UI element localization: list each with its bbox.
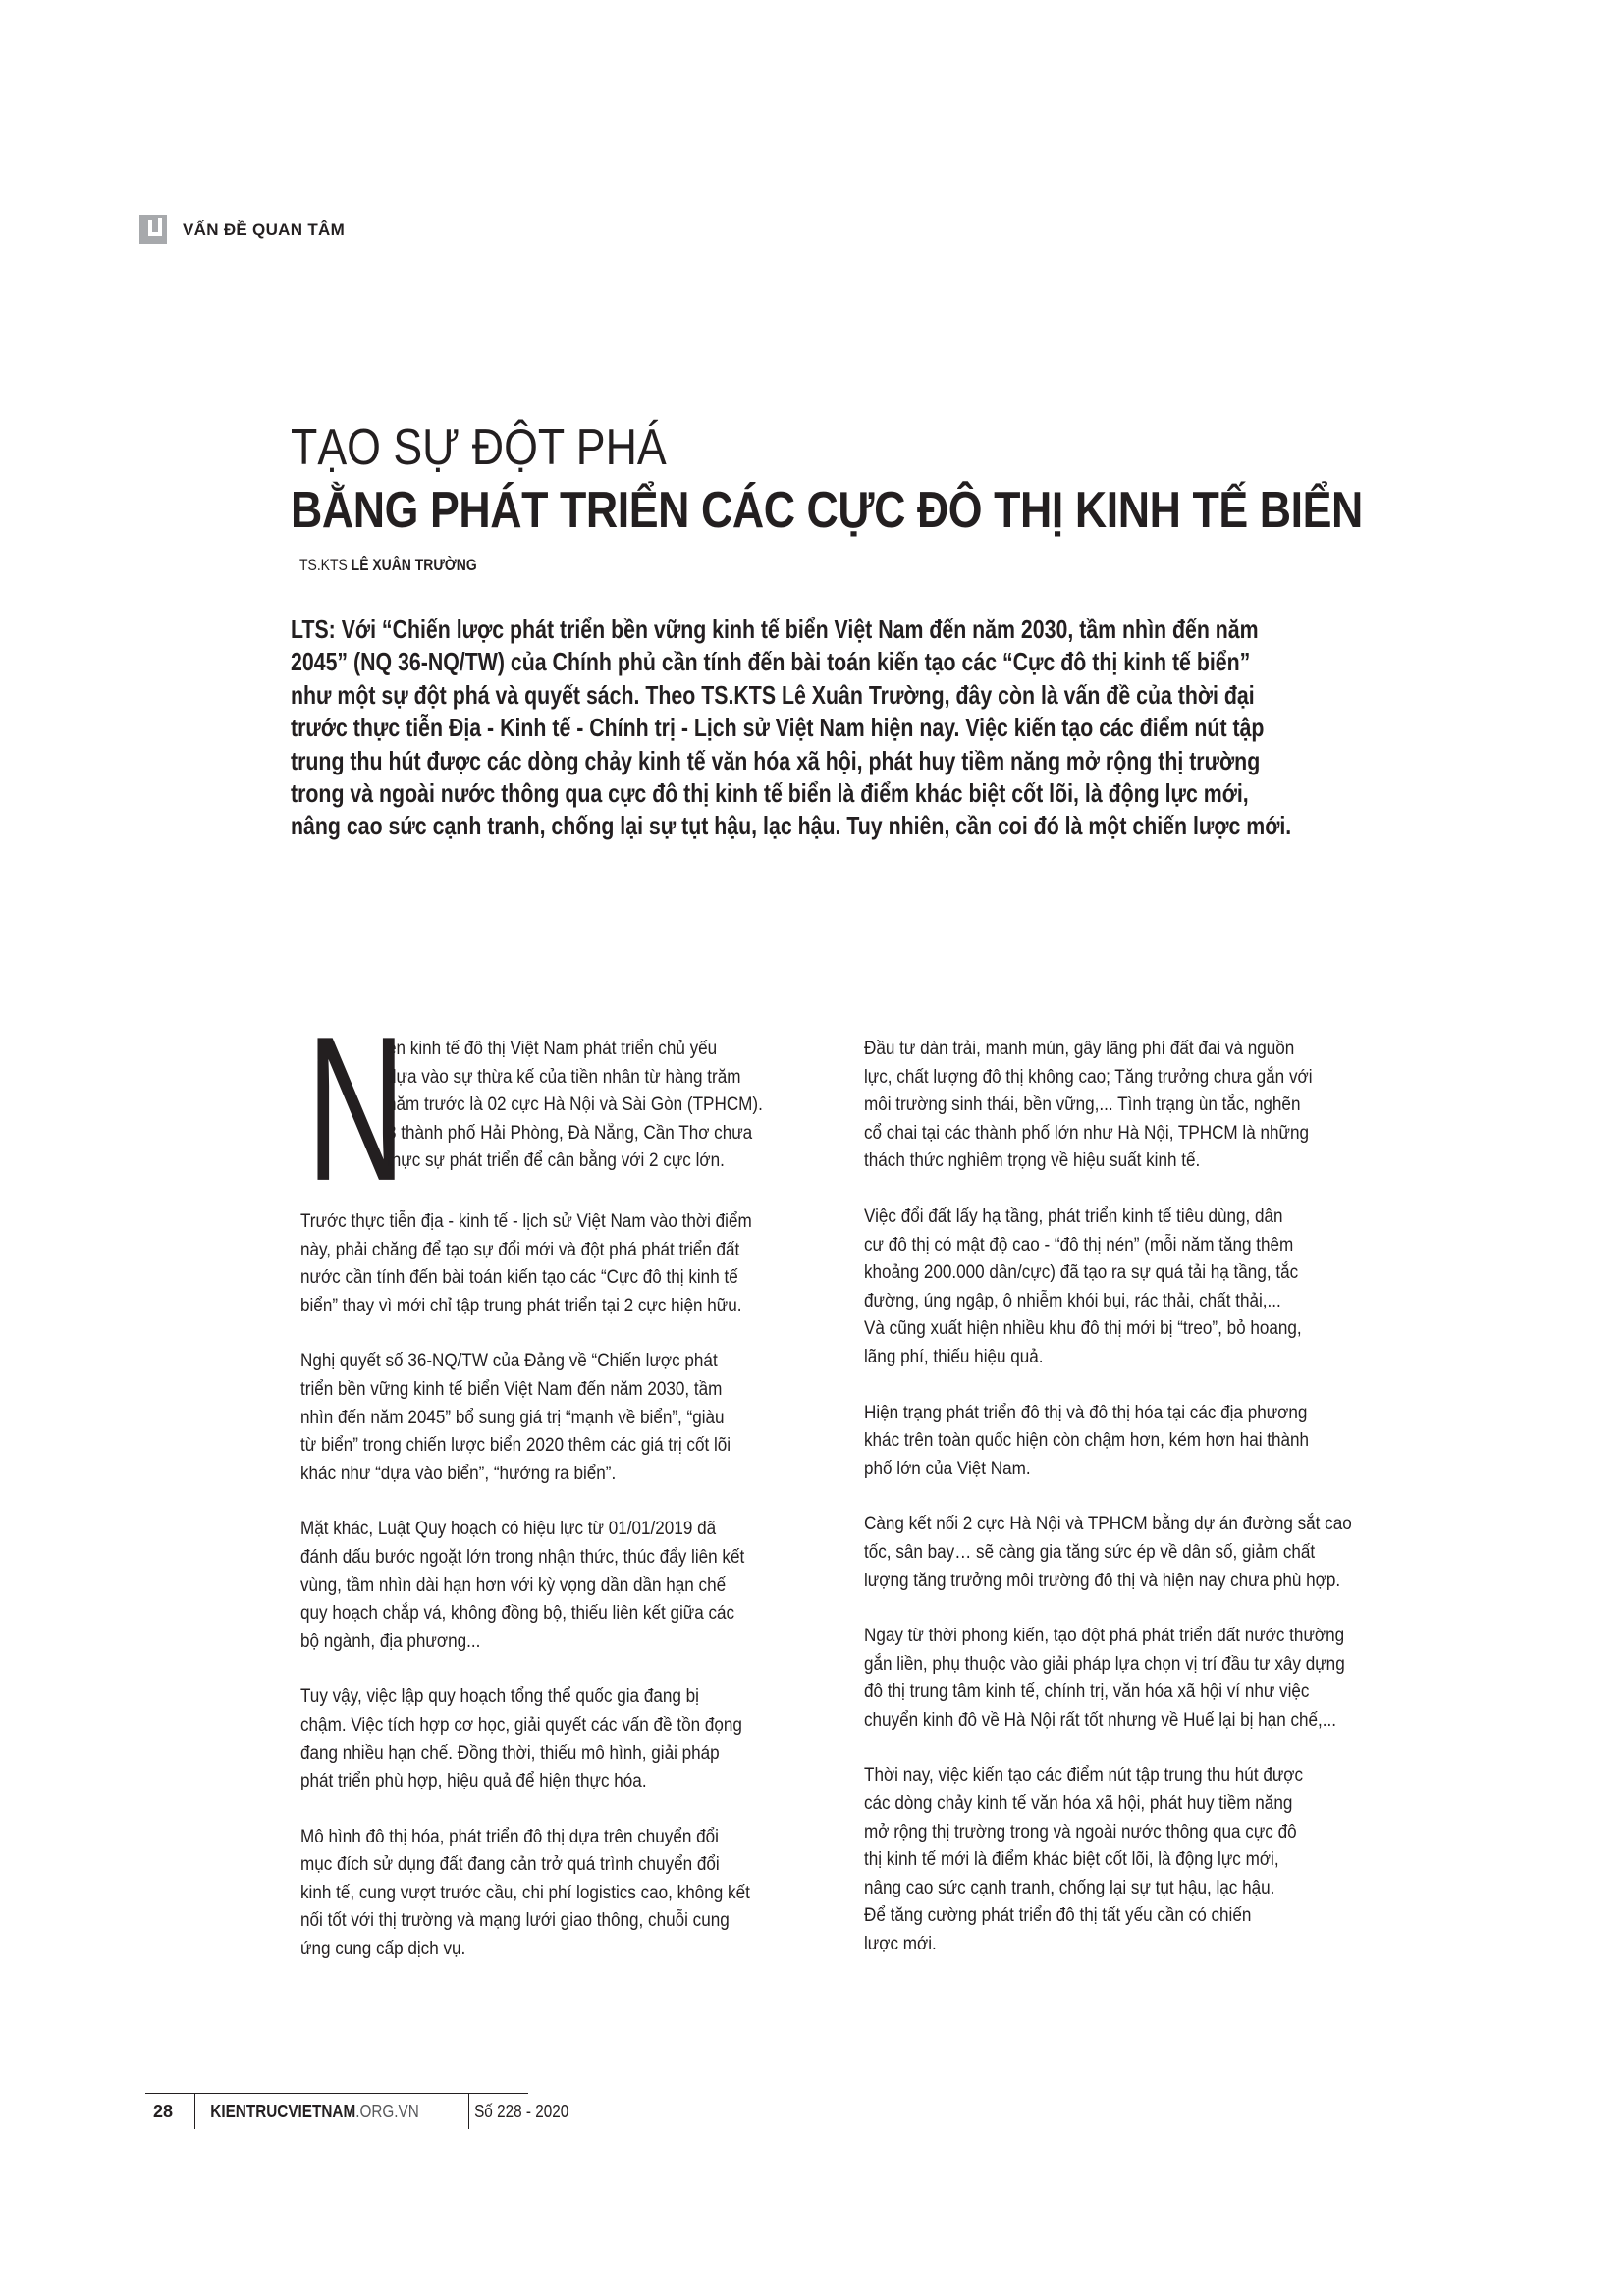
body-line: đường, úng ngập, ô nhiễm khói bụi, rác thải, chất thải,... [864,1290,1281,1311]
body-line: Trước thực tiễn địa - kinh tế - lịch sử Việt Nam vào thời điểm [300,1211,752,1232]
body-line: phát triển phù hợp, hiệu quả để hiện thực hóa. [300,1771,647,1792]
body-line: môi trường sinh thái, bền vững,... Tình trạng ùn tắc, nghẽn [864,1095,1301,1116]
body-line: Việc đổi đất lấy hạ tầng, phát triển kinh tế tiêu dùng, dân [864,1205,1283,1227]
body-line: Mặt khác, Luật Quy hoạch có hiệu lực từ 01/01/2019 đã [300,1519,717,1540]
body-line: bộ ngành, địa phương... [300,1630,481,1652]
body-line: Thời nay, việc kiến tạo các điểm nút tập trung thu hút được [864,1765,1304,1787]
body-line: gắn liền, phụ thuộc vào giải pháp lựa chọn vị trí đầu tư xây dựng [864,1653,1345,1675]
body-paragraph [300,1516,791,1656]
lead-line: nâng cao sức cạnh tranh, chống lại sự tụt hậu, lạc hậu. Tuy nhiên, cần coi đó là một chiến lược mới. [291,811,1292,841]
body-line: Nghị quyết số 36-NQ/TW của Đảng về “Chiến lược phát [300,1351,718,1372]
body-line: kinh tế, cung vượt trước cầu, chi phí logistics cao, không kết [300,1882,750,1903]
body-line: thách thức nghiêm trọng về hiệu suất kinh tế. [864,1150,1201,1172]
lead-paragraph [291,614,1410,843]
body-line: nước cần tính đến bài toán kiến tạo các “Cực đô thị kinh tế [300,1267,738,1289]
section-corner-icon [139,215,167,244]
body-line: các dòng chảy kinh tế văn hóa xã hội, phát huy tiềm năng [864,1793,1293,1815]
body-paragraph [864,1036,1355,1176]
body-paragraph [864,1762,1355,1958]
body-line: chậm. Việc tích hợp cơ học, giải quyết các vấn đề tồn đọng [300,1714,742,1735]
body-line: đô thị trung tâm kinh tế, chính trị, văn hóa xã hội ví như việc [864,1682,1310,1703]
body-line: nâng cao sức cạnh tranh, chống lại sự tụt hậu, lạc hậu. [864,1877,1275,1898]
body-column-right [864,1036,1355,1987]
body-line: lãng phí, thiếu hiệu quả. [864,1346,1044,1367]
body-line: chuyển kinh đô về Hà Nội rất tốt nhưng về Huế lại bị hạn chế,... [864,1709,1337,1731]
body-line: Tuy vậy, việc lập quy hoạch tổng thể quốc gia đang bị [300,1686,699,1708]
body-line: khác như “dựa vào biển”, “hướng ra biển”. [300,1463,617,1484]
body-paragraph [300,1824,791,1964]
body-line: lược mới. [864,1934,937,1955]
body-line: Hiện trạng phát triển đô thị và đô thị hóa tại các địa phương [864,1402,1308,1423]
body-line: cổ chai tại các thành phố lớn như Hà Nội, TPHCM là những [864,1122,1309,1144]
body-line: triển bền vững kinh tế biển Việt Nam đến năm 2030, tầm [300,1378,723,1400]
body-line: Để tăng cường phát triển đô thị tất yếu cần có chiến [864,1905,1252,1927]
lead-line: LTS: Với “Chiến lược phát triển bền vững kinh tế biển Việt Nam đến năm 2030, tầm nhìn đến năm [291,614,1259,644]
lead-line: như một sự đột phá và quyết sách. Theo TS.KTS Lê Xuân Trường, đây còn là vấn đề của thời đại [291,679,1255,710]
body-line: Ngay từ thời phong kiến, tạo đột phá phát triển đất nước thường [864,1626,1345,1647]
lead-line: trung thu hút được các dòng chảy kinh tế văn hóa xã hội, phát huy tiềm năng mở rộng thị trường [291,745,1261,775]
title-line-1: TẠO SỰ ĐỘT PHÁ [291,419,667,476]
body-line: khoảng 200.000 dân/cực) đã tạo ra sự quá tải hạ tầng, tắc [864,1262,1299,1284]
body-line: mở rộng thị trường trong và ngoài nước thông qua cực đô [864,1821,1297,1842]
body-line: thị kinh tế mới là điểm khác biệt cốt lõi, là động lực mới, [864,1849,1279,1871]
body-line: khác trên toàn quốc hiện còn chậm hơn, kém hơn hai thành [864,1430,1310,1452]
lead-line: trước thực tiễn Địa - Kinh tế - Chính trị - Lịch sử Việt Nam hiện nay. Việc kiến tạo các điểm nút tập [291,713,1265,743]
lead-line: trong và ngoài nước thông qua cực đô thị kinh tế biển là điểm khác biệt cốt lõi, là động lực mới, [291,778,1249,809]
body-line: đánh dấu bước ngoặt lớn trong nhận thức, thúc đẩy liên kết [300,1546,745,1568]
body-line: mục đích sử dụng đất đang cản trở quá trình chuyển đổi [300,1854,720,1876]
author-name: LÊ XUÂN TRƯỜNG [351,556,477,574]
body-line: đang nhiều hạn chế. Đồng thời, thiếu mô hình, giải pháp [300,1742,720,1764]
article-title [291,416,1363,542]
site-name: KIENTRUCVIETNAM [210,2101,356,2121]
byline [299,556,477,575]
body-line: phố lớn của Việt Nam. [864,1458,1031,1479]
body-line: tốc, sân bay… sẽ càng gia tăng sức ép về dân số, giảm chất [864,1541,1316,1563]
title-line-2: BẰNG PHÁT TRIỂN CÁC CỰC ĐÔ THỊ KINH TẾ BIỂN [291,482,1363,539]
body-paragraph [864,1623,1355,1735]
issue-label: Số 228 - 2020 [474,2101,569,2121]
section-header [139,215,345,244]
body-line: Mô hình đô thị hóa, phát triển đô thị dựa trên chuyển đổi [300,1826,719,1847]
body-line: ền kinh tế đô thị Việt Nam phát triển chủ yếu [387,1039,718,1059]
body-paragraph [864,1511,1355,1595]
body-line: Càng kết nối 2 cực Hà Nội và TPHCM bằng dự án đường sắt cao [864,1514,1352,1535]
body-paragraph [300,1208,791,1320]
section-label: VẤN ĐỀ QUAN TÂM [183,220,346,239]
body-line: quy hoạch chắp vá, không đồng bộ, thiếu liên kết giữa các [300,1603,735,1625]
body-line: biển” thay vì mới chỉ tập trung phát triển tại 2 cực hiện hữu. [300,1295,742,1316]
body-line: cư đô thị có mật độ cao - “đô thị nén” (mỗi năm tăng thêm [864,1234,1294,1255]
body-line: Đầu tư dàn trải, manh mún, gây lãng phí đất đai và nguồn [864,1039,1295,1059]
body-paragraph [864,1203,1355,1372]
body-line: Và cũng xuất hiện nhiều khu đô thị mới bị “treo”, bỏ hoang, [864,1318,1302,1340]
body-line: từ biển” trong chiến lược biển 2020 thêm các giá trị cốt lõi [300,1435,731,1457]
body-line: thực sự phát triển để cân bằng với 2 cực lớn. [387,1150,725,1172]
body-line: nhìn đến năm 2045” bổ sung giá trị “mạnh về biển”, “giàu [300,1407,725,1428]
body-line: lực, chất lượng đô thị không cao; Tăng trưởng chưa gắn với [864,1066,1313,1088]
site-link[interactable] [195,2102,427,2122]
site-domain: .ORG.VN [355,2101,419,2121]
body-line: ứng cung cấp dịch vụ. [300,1939,466,1960]
page-number: 28 [153,2101,174,2121]
drop-cap: N [306,993,406,1225]
body-line: lượng tăng trưởng môi trường đô thị và hiện nay chưa phù hợp. [864,1570,1341,1591]
author-prefix: TS.KTS [299,556,348,574]
body-column-left [300,993,791,1992]
body-line: vùng, tầm nhìn dài hạn hơn với kỳ vọng dần dần hạn chế [300,1575,727,1596]
lead-line: 2045” (NQ 36-NQ/TW) của Chính phủ cần tính đến bài toán kiến tạo các “Cực đô thị kinh tế biển” [291,647,1251,677]
page-footer [145,2094,586,2129]
body-line: dựa vào sự thừa kế của tiền nhân từ hàng trăm [387,1066,741,1088]
body-line: năm trước là 02 cực Hà Nội và Sài Gòn (TPHCM). [387,1095,763,1116]
body-line: 3 thành phố Hải Phòng, Đà Nẵng, Cần Thơ chưa [387,1122,753,1144]
body-paragraph [300,1348,791,1488]
body-paragraph [864,1400,1355,1484]
body-line: nối tốt với thị trường và mạng lưới giao thông, chuỗi cung [300,1910,730,1932]
body-line: này, phải chăng để tạo sự đổi mới và đột phá phát triển đất [300,1239,740,1260]
body-paragraph [300,1683,791,1795]
